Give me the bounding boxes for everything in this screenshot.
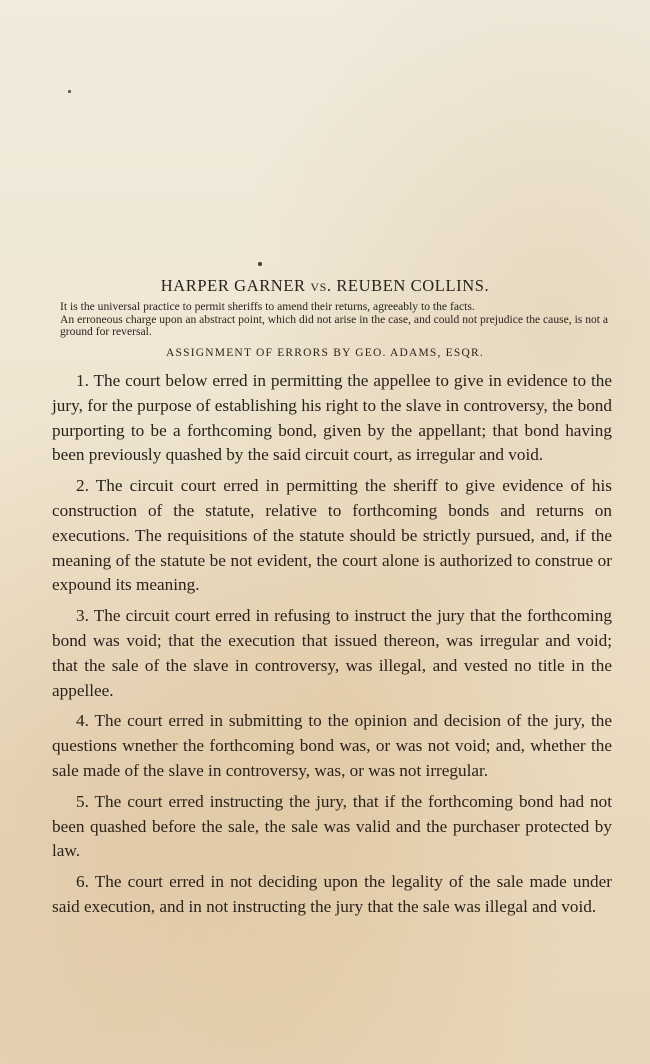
printer-dot [258, 262, 262, 266]
error-paragraph-3: 3. The circuit court erred in refusing to instruct the jury that the forthcoming bond was void; that the execution that issued thereon, was irregular and void; that the sale of the slave in controversy, was illegal, and vested no title in the appellee. [52, 606, 612, 700]
assignment-subheading: ASSIGNMENT OF ERRORS BY GEO. ADAMS, ESQR. [166, 347, 484, 359]
error-paragraph-2: 2. The circuit court erred in permitting the sheriff to give evidence of his construction of the statute, relative to forthcoming bonds and returns on executions. The requisitions of the statute should be strictly pursued, and, if the meaning of the statute be not evident, the court alone is authorized to construe or expound its meaning. [52, 476, 612, 595]
error-paragraph-5: 5. The court erred instructing the jury, that if the forthcoming bond had not been quashed before the sale, the sale was valid and the purchaser protected by law. [52, 791, 612, 861]
headnote-line-2: An erroneous charge upon an abstract point, which did not arise in the case, and could not prejudice the cause, is not a ground for reversal. [60, 312, 609, 338]
error-paragraph-1: 1. The court below erred in permitting the appellee to give in evidence to the jury, for the purpose of establishing his right to the slave in controversy, the bond purporting to be a forthcoming bond, given by the appellant; that bond having been previously quashed by the said circuit court, as irregular and void. [52, 371, 612, 465]
error-paragraph-6: 6. The court erred in not deciding upon the legality of the sale made under said execution, and in not instructing the jury that the sale was illegal and void. [52, 872, 612, 916]
paper-speck [68, 90, 71, 93]
headnote [60, 301, 620, 339]
case-title: HARPER GARNER vs. REUBEN COLLINS. [160, 276, 490, 295]
error-paragraph-4: 4. The court erred in submitting to the opinion and decision of the jury, the questions wnether the forthcoming bond was, or was not void; and, whether the sale made of the slave in controversy, was, or was not irregular. [52, 711, 612, 780]
errors-list [52, 369, 612, 926]
headnote-line-1: It is the universal practice to permit sheriffs to amend their returns, agreeably to the facts. [60, 300, 475, 313]
